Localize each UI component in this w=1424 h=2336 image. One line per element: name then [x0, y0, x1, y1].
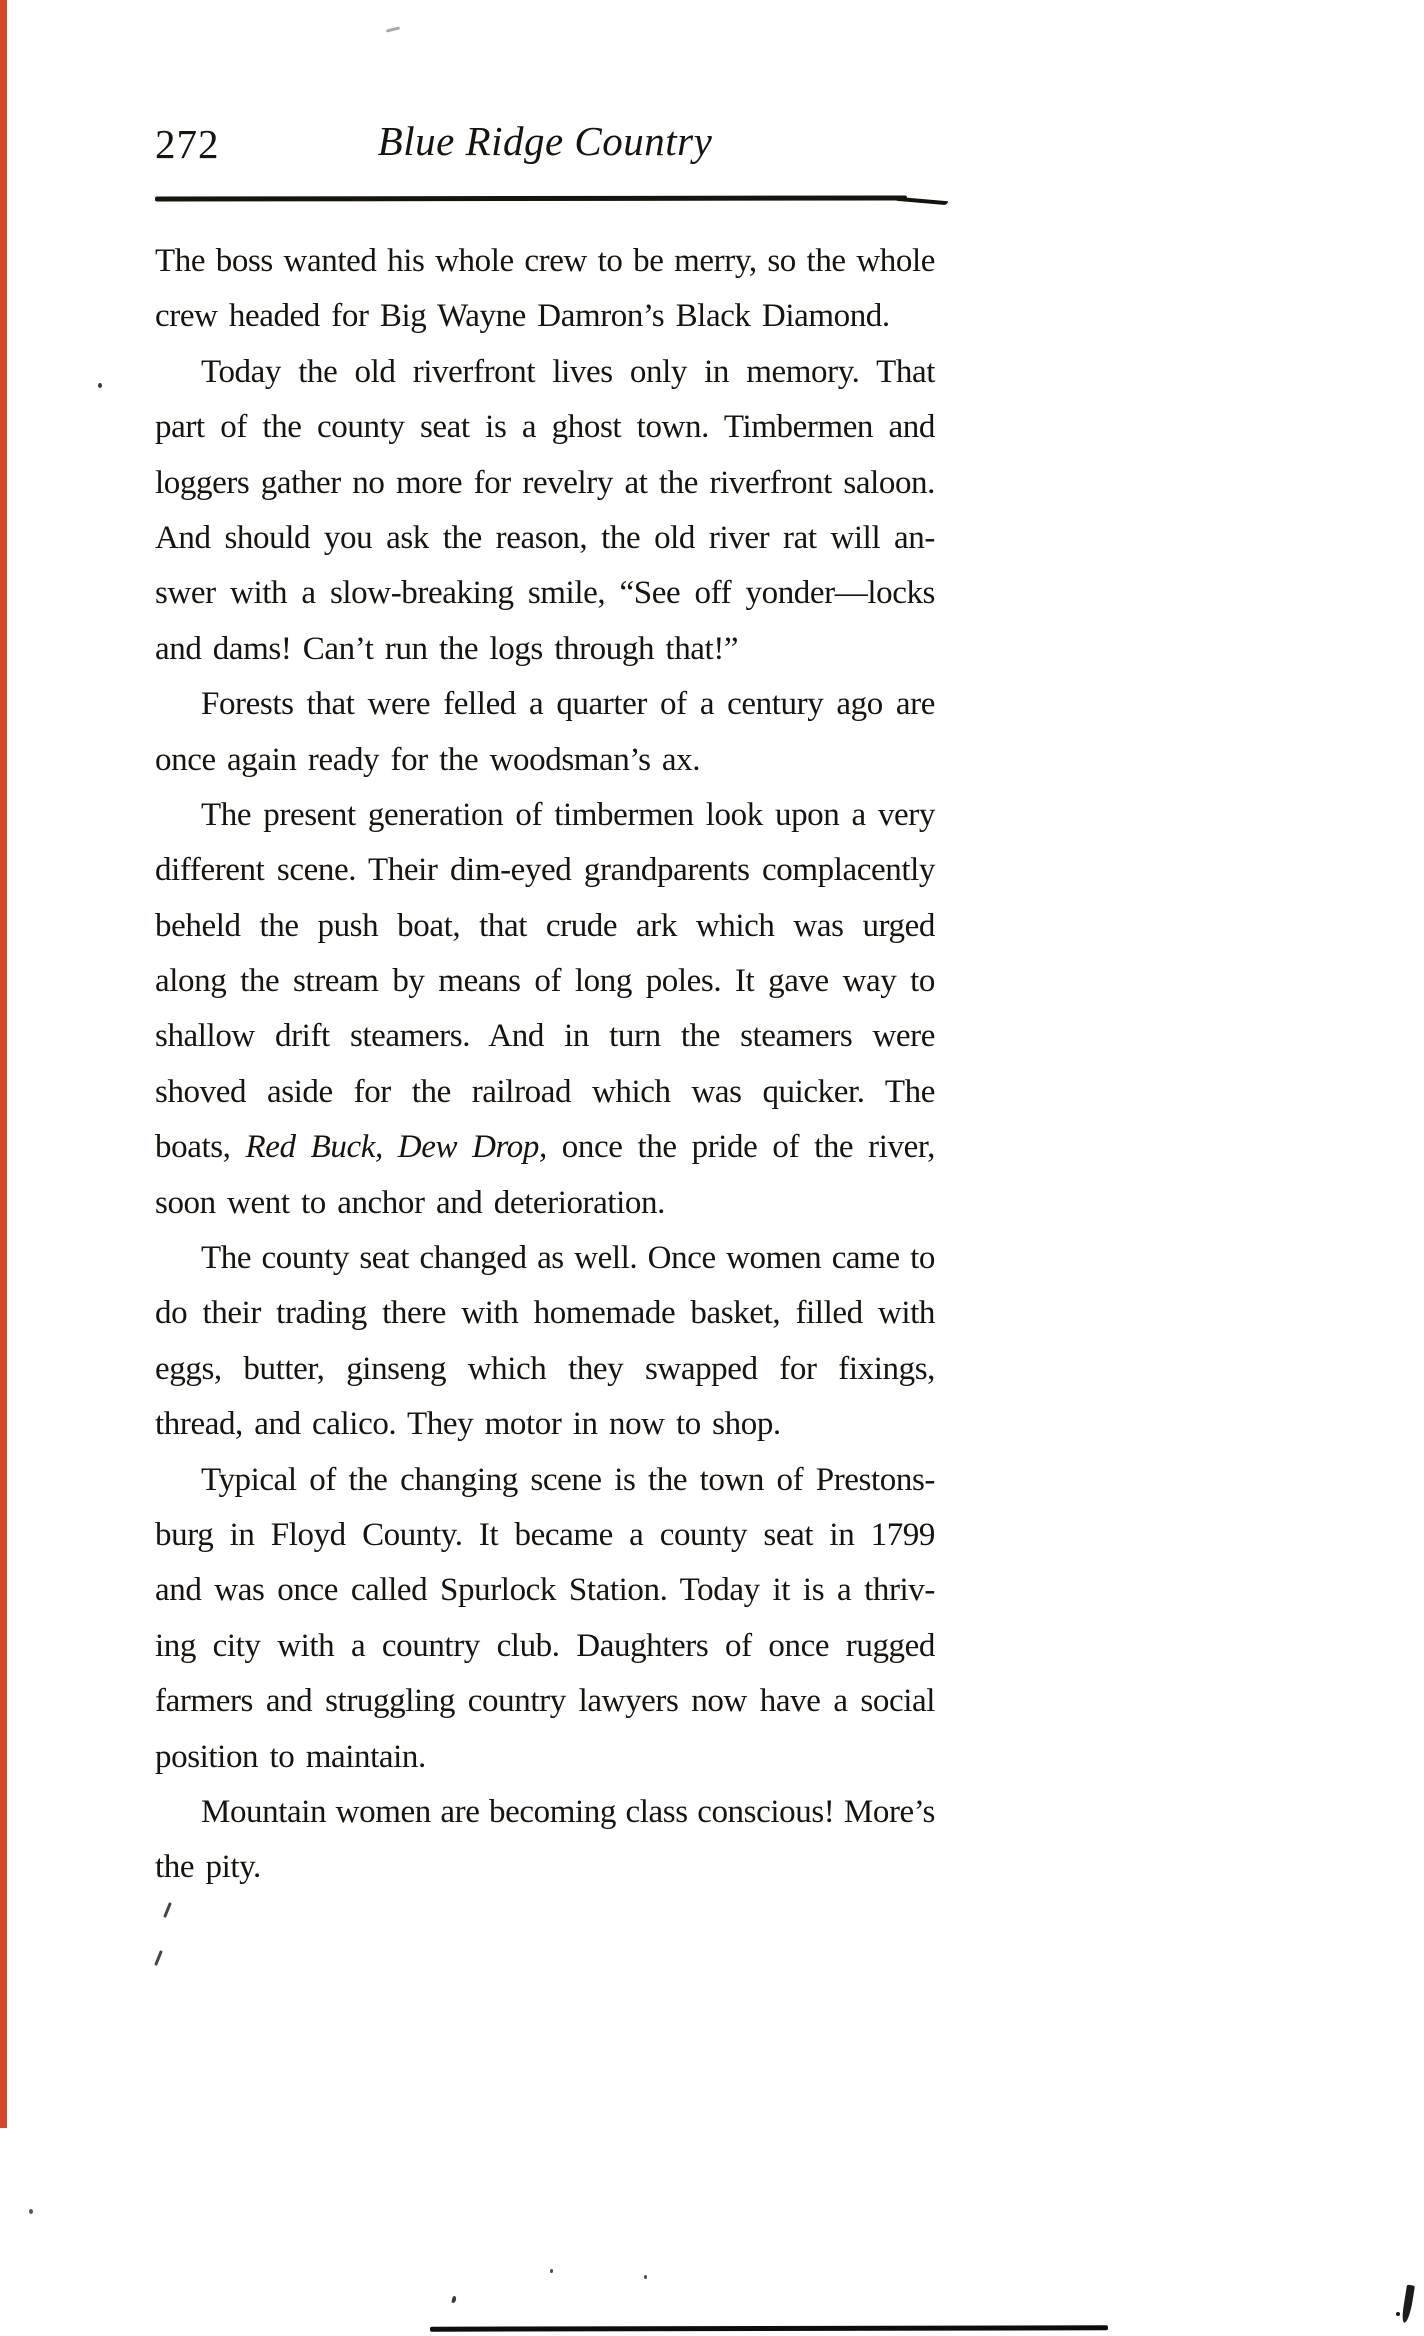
text-line	[155, 1120, 935, 1175]
text-segment: The county seat changed as well. Once women came to	[201, 1240, 935, 1277]
text-line	[155, 1563, 935, 1618]
scan-edge-stripe	[0, 0, 7, 2128]
text-line	[155, 1453, 935, 1508]
text-line	[155, 1619, 935, 1674]
text-line	[155, 345, 935, 400]
ink-speck	[644, 2275, 647, 2279]
text-segment: and dams! Can’t run the logs through that!”	[155, 630, 739, 667]
boat-names-italic: Red Buck, Dew Drop,	[245, 1129, 547, 1166]
text-line	[155, 1009, 935, 1064]
text-segment: shallow drift steamers. And in turn the steamers were	[155, 1018, 935, 1055]
text-line	[155, 1231, 935, 1286]
text-segment: soon went to anchor and deterioration.	[155, 1184, 665, 1221]
ink-speck	[1396, 2312, 1400, 2316]
ink-speck	[550, 2269, 553, 2273]
text-segment: shoved aside for the railroad which was quicker. The	[155, 1073, 935, 1110]
text-segment: The present generation of timbermen look upon a very	[201, 796, 935, 833]
text-line	[155, 1397, 935, 1452]
text-line	[155, 899, 935, 954]
text-line	[155, 843, 935, 898]
text-line	[155, 400, 935, 455]
ink-speck	[29, 2209, 33, 2214]
text-segment: position to maintain.	[155, 1738, 426, 1775]
text-segment: do their trading there with homemade basket, filled with	[155, 1295, 935, 1332]
text-segment: once again ready for the woodsman’s ax.	[155, 741, 701, 778]
text-line	[155, 1674, 935, 1729]
running-title: Blue Ridge Country	[377, 118, 713, 164]
text-segment: Mountain women are becoming class conscious! More’s	[201, 1793, 935, 1830]
pencil-squiggle-mark	[386, 26, 400, 32]
text-segment: beheld the push boat, that crude ark which was urged	[155, 907, 935, 944]
ink-speck	[98, 383, 102, 388]
text-line	[155, 1785, 935, 1840]
text-segment: burg in Floyd County. It became a county seat in 1799	[155, 1516, 935, 1553]
text-segment: boats,	[155, 1129, 246, 1166]
text-segment: crew headed for Big Wayne Damron’s Black Diamond.	[155, 298, 890, 335]
text-segment: part of the county seat is a ghost town. Timbermen and	[155, 409, 935, 446]
text-line	[155, 1176, 935, 1231]
text-segment: along the stream by means of long poles. It gave way to	[155, 963, 935, 1000]
text-segment: And should you ask the reason, the old river rat will an-	[155, 519, 935, 556]
text-line	[155, 788, 935, 843]
text-segment: and was once called Spurlock Station. Today it is a thriv-	[155, 1572, 935, 1609]
corner-ink-mark	[1401, 2285, 1415, 2324]
text-segment: farmers and struggling country lawyers now have a social	[155, 1683, 935, 1720]
header-rule	[155, 195, 907, 201]
text-line	[155, 1342, 935, 1397]
text-segment: swer with a slow-breaking smile, “See off yonder—locks	[155, 575, 935, 612]
ink-speck	[451, 2296, 456, 2304]
text-line	[155, 954, 935, 1009]
text-segment: once the pride of the river,	[546, 1129, 936, 1166]
header-rule-tail	[896, 197, 948, 206]
bottom-scan-line	[430, 2325, 1108, 2331]
text-line	[155, 677, 935, 732]
text-segment: The boss wanted his whole crew to be merry, so the whole	[155, 243, 935, 279]
text-line	[155, 1286, 935, 1341]
text-line	[155, 511, 935, 566]
text-line	[155, 289, 935, 344]
tick-mark	[154, 1950, 163, 1966]
text-line	[155, 1840, 935, 1895]
text-line	[155, 1730, 935, 1785]
text-segment: Forests that were felled a quarter of a century ago are	[201, 686, 935, 723]
text-line	[155, 1508, 935, 1563]
text-segment: eggs, butter, ginseng which they swapped for fixings,	[155, 1350, 935, 1387]
text-line	[155, 234, 935, 289]
text-segment: loggers gather no more for revelry at the riverfront saloon.	[155, 464, 935, 501]
text-segment: thread, and calico. They motor in now to shop.	[155, 1406, 781, 1443]
text-line	[155, 1065, 935, 1120]
text-line	[155, 566, 935, 621]
text-segment: different scene. Their dim-eyed grandparents complacently	[155, 852, 935, 889]
text-segment: Typical of the changing scene is the town of Prestons-	[201, 1461, 935, 1498]
tick-mark	[163, 1902, 172, 1918]
page-number: 272	[155, 121, 220, 167]
text-segment: ing city with a country club. Daughters of once rugged	[155, 1627, 935, 1664]
text-segment: Today the old riverfront lives only in memory. That	[201, 353, 935, 390]
text-segment: the pity.	[155, 1849, 261, 1886]
text-line	[155, 456, 935, 511]
body-text-block	[155, 234, 935, 1896]
text-line	[155, 622, 935, 677]
text-line	[155, 733, 935, 788]
